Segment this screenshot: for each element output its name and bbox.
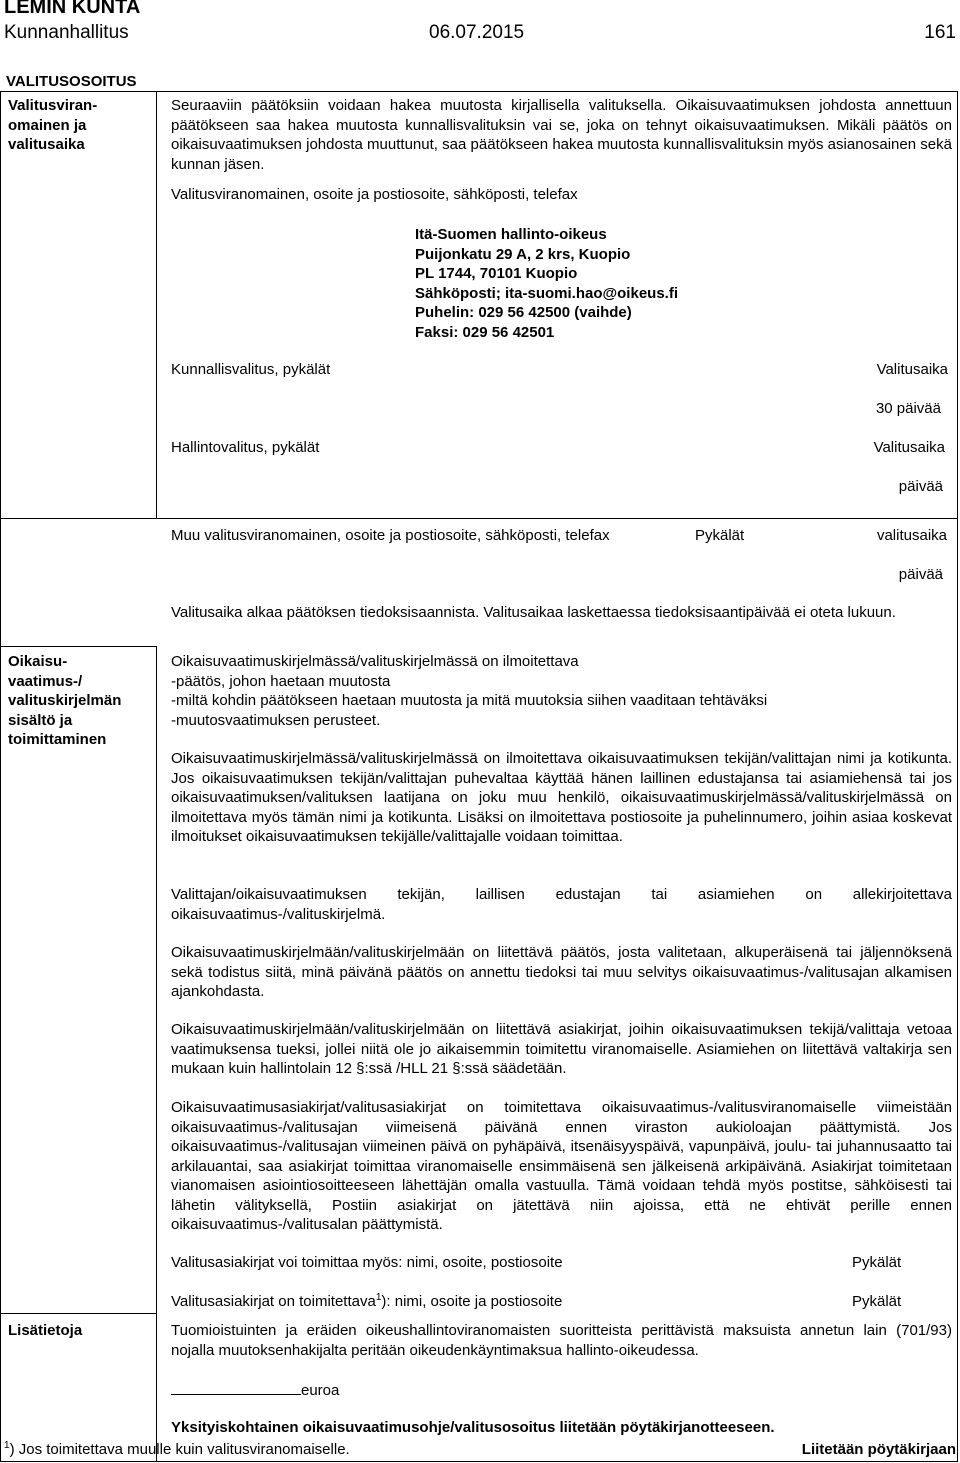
column-divider	[156, 646, 157, 1462]
admin-appeal-label: Hallintovalitus, pykälät	[171, 439, 320, 456]
footnote: $^1$) Jos toimitettava muulle kuin valitusviranomaiselle.	[4, 1440, 350, 1458]
court-street: Puijonkatu 29 A, 2 krs, Kuopio	[415, 245, 631, 263]
page-number: 161	[924, 22, 956, 43]
other-paragraphs-label: Pykälät	[695, 527, 745, 544]
list-item: Oikaisuvaatimuskirjelmässä/valituskirjelmässä on ilmoitettava	[171, 653, 579, 670]
court-fax: Faksi: 029 56 42501	[415, 323, 555, 341]
paragraph-attach-documents: Oikaisuvaatimuskirjelmään/valituskirjelmään on liitettävä asiakirjat, joihin oikaisuvaatimuksen tekijä/valittaja vetoaa vaatimuksensa tueksi, jollei niitä ole jo aikaisemmin toimitettu viranomaiselle. Asiamiehen on liitettävä valtakirja sen mukaan kuin hallintolain 12 §:ssä /HLL 21 §:ssä säädetään.	[171, 1021, 952, 1077]
municipal-appeal-label: Kunnallisvalitus, pykälät	[171, 361, 331, 378]
paragraph-signature: Valittajan/oikaisuvaatimuksen tekijän, laillisen edustajan tai asiamiehen on allekirjoitettava oikaisuvaatimus-/valituskirjelmä.	[171, 886, 952, 923]
appeal-start-note: Valitusaika alkaa päätöksen tiedoksisaannista. Valitusaikaa laskettaessa tiedoksisaantipäivää ei oteta lukuun.	[171, 604, 896, 621]
list-item: -päätös, johon haetaan muutosta	[171, 672, 391, 690]
attachment-note: Liitetään pöytäkirjaan	[801, 1441, 956, 1458]
municipal-appeal-days: 30 päivää	[875, 400, 941, 417]
document-header	[4, 20, 956, 46]
municipality-name: LEMIN KUNTA	[4, 0, 141, 18]
meeting-date: 06.07.2015	[429, 22, 525, 43]
paragraph-attach-decision: Oikaisuvaatimuskirjelmään/valituskirjelmään on liitettävä päätös, josta valitetaan, alkuperäisenä tai jäljennöksenä sekä todistus siitä, minä päivänä päätös on annettu tiedoksi tai muu selvitys oikaisuvaatimus-/valitusajan alkamisen ajankohdasta.	[171, 944, 952, 1000]
delivery-line-2: Valitusasiakirjat on toimitettava$^1$): nimi, osoite ja postiosoite	[171, 1292, 563, 1310]
court-phone: Puhelin: 029 56 42500 (vaihde)	[415, 304, 632, 321]
row-divider	[0, 1313, 157, 1314]
admin-appeal-time-label: Valitusaika	[873, 439, 945, 456]
contact-heading: Valitusviranomainen, osoite ja postiosoite, sähköposti, telefax	[171, 186, 578, 203]
body-name: Kunnanhallitus	[4, 22, 129, 43]
list-item: -muutosvaatimuksen perusteet.	[171, 711, 381, 729]
footnote-marker: 1	[375, 1292, 382, 1303]
delivery-line-2-paragraphs: Pykälät	[852, 1293, 902, 1310]
admin-appeal-days: päivää	[898, 478, 943, 495]
paragraph-delivery: Oikaisuvaatimusasiakirjat/valitusasiakirjat on toimitettava oikaisuvaatimus-/valitusviranomaiselle viimeistään oikaisuvaatimus-/valitusajan viimeisenä päivänä ennen viraston aukioloajan päättymistä. Jos oikaisuvaatimus-/valitusajan viimeinen päivä on pyhäpäivä, itsenäisyyspäivä, vapunpäivä, joulu- tai juhannusaatto tai arkilauantai, saa asiakirjat toimittaa viranomaiselle ensimmäisenä sen jälkeisenä arkipäivänä. Asiakirjat toimitetaan vianomaisen asiointiosoitteeseen lähettäjän omalla vastuulla. Tämä voidaan tehdä myös postitse, sähköisesti tai lähetin välityksellä, Postiin asiakirjat on jätettävä niin ajoissa, että ne ehtivät perille ennen oikaisuvaatimus-/valitusalan päättymistä.	[171, 1099, 952, 1233]
list-item: -miltä kohdin päätökseen haetaan muutosta ja mitä muutoksia siihen vaaditaan tehtäväksi	[171, 692, 768, 709]
delivery-line-1-paragraphs: Pykälät	[852, 1254, 902, 1271]
appeal-authority-label: Valitusviran- omainen ja valitusaika	[8, 97, 98, 153]
court-postbox: PL 1744, 70101 Kuopio	[415, 265, 578, 282]
other-authority-label: Muu valitusviranomainen, osoite ja postiosoite, sähköposti, telefax	[171, 527, 610, 544]
row-divider	[0, 518, 958, 519]
other-days: päivää	[898, 566, 943, 583]
additional-info-label: Lisätietoja	[8, 1322, 83, 1339]
appeal-intro: Seuraaviin päätöksiin voidaan hakea muutosta kirjallisella valituksella. Oikaisuvaatimuksen johdosta annettuun päätökseen saa hakea muutosta kunnallisvalituksin vai se, joka on tehnyt oikaisuvaatimuksen. Mikäli päätös on oikaisuvaatimuksen johdosta muuttunut, saa päätökseen hakea muutosta kunnallisvalituksin myös asianosainen sekä kunnan jäsen.	[171, 97, 952, 173]
content-section-label: Oikaisu- vaatimus-/ valituskirjelmän sisältö ja toimittaminen	[8, 653, 122, 748]
other-time-label: valitusaika	[876, 527, 947, 544]
court-email: Sähköposti; ita-suomi.hao@oikeus.fi	[415, 284, 678, 302]
paragraph-appellant-info: Oikaisuvaatimuskirjelmässä/valituskirjelmässä on ilmoitettava oikaisuvaatimuksen tekijän/valittajan nimi ja kotikunta. Jos oikaisuvaatimuksen tekijän/valittajan puhevaltaa käyttää hänen laillinen edustajansa tai asiamiehensä tai jos oikaisuvaatimuksen/valituksen laatijana on joku muu henkilö, oikaisuvaatimuskirjelmässä/valituskirjelmässä on ilmoitettava myös tämän nimi ja kotikunta. Lisäksi on ilmoitettava postiosoite ja puhelinnumero, joihin asiaa koskevat ilmoitukset oikaisuvaatimuksen tekijälle/valittajalle voidaan toimittaa.	[171, 750, 952, 845]
fee-info: Tuomioistuinten ja eräiden oikeushallintoviranomaisten suoritteista perittävistä maksuista annetun lain (701/93) nojalla muutoksenhakijalta peritään oikeudenkäyntimaksua hallinto-oikeudessa.	[171, 1322, 952, 1359]
delivery-line-1: Valitusasiakirjat voi toimittaa myös: nimi, osoite, postiosoite	[171, 1254, 563, 1271]
fee-amount: euroa	[171, 1380, 339, 1401]
municipal-appeal-time-label: Valitusaika	[876, 361, 948, 378]
column-divider	[156, 91, 157, 518]
row-divider	[0, 646, 157, 647]
court-address	[415, 225, 815, 342]
closing-note: Yksityiskohtainen oikaisuvaatimusohje/valitusosoitus liitetään pöytäkirjanotteeseen.	[171, 1419, 775, 1436]
fee-blank	[171, 1380, 301, 1395]
section-title: VALITUSOSOITUS	[6, 73, 137, 90]
required-content-list	[171, 652, 952, 730]
court-name: Itä-Suomen hallinto-oikeus	[415, 226, 607, 243]
